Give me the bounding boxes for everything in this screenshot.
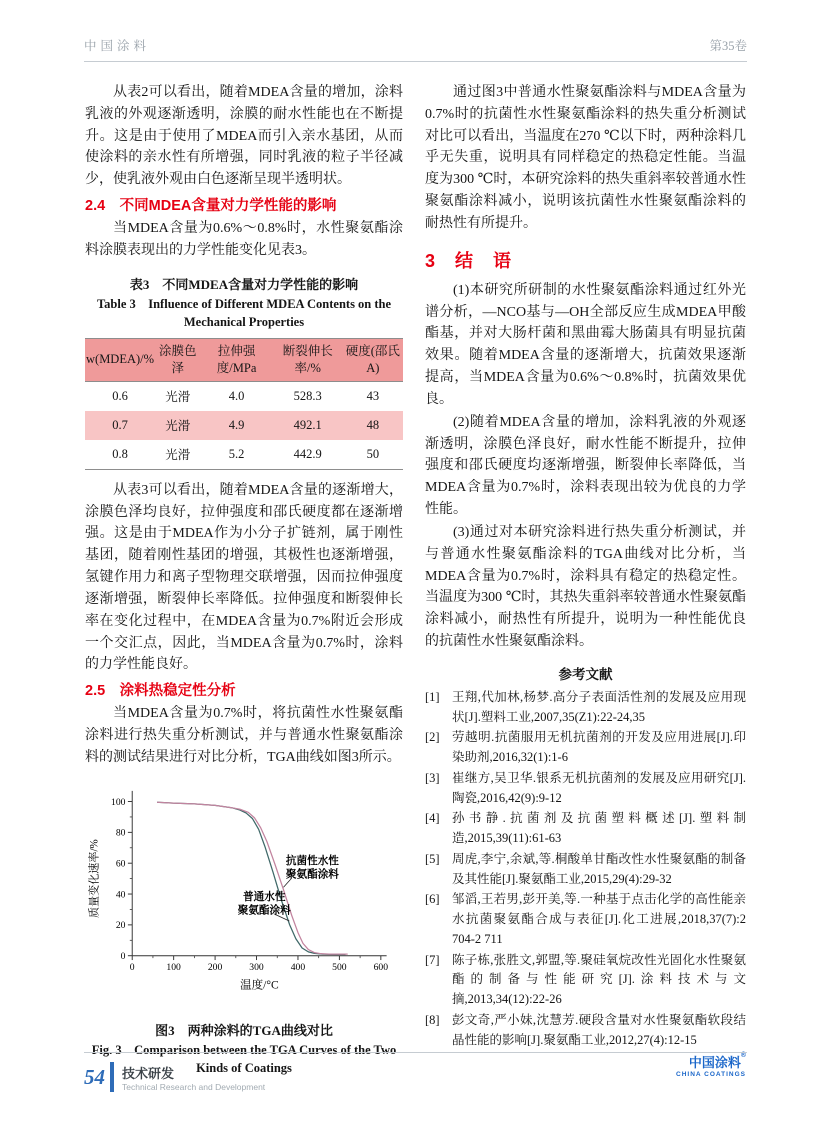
right-column (425, 82, 746, 1078)
x-tick-label: 600 (373, 961, 389, 973)
reference-number: [4] (425, 811, 440, 826)
page-header (84, 36, 747, 62)
reference-item (425, 1011, 746, 1051)
x-tick-label: 200 (207, 961, 223, 973)
logo-text-en: CHINA COATINGS (676, 1071, 746, 1079)
x-axis-label: 温度/°C (240, 978, 279, 992)
table-cell: 43 (366, 388, 380, 403)
x-tick-label: 300 (249, 961, 264, 973)
conclusion-1: (1)本研究所研制的水性聚氨酯涂料通过红外光谱分析，—NCO基与—OH全部反应生成MDEA甲酸酯基，并对大肠杆菌和黑曲霉大肠菌具有明显抗菌效果。随着MDEA含量的逐渐增大，抗菌效果逐渐提高，当MDEA含量为0.6%～0.8%时，抗菌效果优良。 (425, 282, 746, 407)
table-row (85, 381, 403, 411)
table3-caption-cn: 表3 不同MDEA含量对力学性能的影响 (129, 276, 359, 292)
logo-text-cn: 中国涂料® (688, 1052, 746, 1071)
footer-accent-bar (110, 1062, 114, 1092)
x-tick-label: 100 (166, 961, 181, 973)
reference-text: 周虎,李宁,余斌,等.桐酸单甘酯改性水性聚氨酯的制备及其性能[J].聚氨酯工业,2015,29(4):29-32 (452, 851, 746, 886)
left-column (85, 82, 403, 1077)
table-cell: 4.0 (228, 388, 245, 403)
x-tick-label: 400 (290, 961, 306, 973)
footer-divider (84, 1052, 747, 1053)
section-heading-3: 3 结 语 (425, 250, 513, 271)
publisher-logo (425, 1052, 746, 1078)
section-heading-2-4: 2.4 不同MDEA含量对力学性能的影响 (85, 198, 337, 215)
reference-number: [7] (425, 952, 440, 967)
table3-body (85, 381, 403, 469)
table-cell: 5.2 (228, 446, 245, 461)
curve-label: 聚氨酯涂料 (237, 905, 291, 917)
y-tick-label: 40 (115, 889, 126, 901)
paragraph: 当MDEA含量为0.6%～0.8%时，水性聚氨酯涂料涂膜表现出的力学性能变化见表3。 (85, 221, 403, 258)
table-cell: 0.6 (112, 388, 128, 403)
y-tick-label: 0 (120, 950, 126, 962)
footer-section-en: Technical Research and Development (122, 1081, 266, 1092)
reference-number: [2] (425, 730, 440, 745)
table-row (85, 440, 403, 470)
reference-item (425, 951, 746, 1010)
table-cell: 442.9 (293, 446, 322, 461)
paragraph: 从表2可以看出，随着MDEA含量的增加，涂料乳液的外观逐渐透明，涂膜的耐水性能也在不断提升。这是由于使用了MDEA而引入亲水基团，从而使涂料的亲水性有所增强，同时乳液的粒子半径减少，使乳液外观由白色逐渐呈现半透明状。 (85, 85, 403, 188)
table-cell: 光滑 (165, 390, 191, 405)
volume-label: 第35卷 (709, 39, 747, 53)
curve-label: 普通水性 (243, 891, 286, 903)
curve-label: 聚氨酯涂料 (285, 869, 339, 881)
table-header-cell: 硬度(邵氏A) (343, 339, 403, 382)
reference-item (425, 769, 746, 809)
table-row (85, 411, 403, 440)
figure3 (85, 779, 403, 1077)
table-header-cell: 断裂伸长率/% (273, 339, 343, 382)
references-title: 参考文献 (558, 666, 613, 682)
reference-text: 崔继方,吴卫华.银系无机抗菌剂的发展及应用研究[J].陶瓷,2016,42(9):9-12 (452, 770, 746, 805)
reference-item (425, 809, 746, 849)
paragraph: 当MDEA含量为0.7%时，将抗菌性水性聚氨酯涂料进行热失重分析测试，并与普通水性聚氨酯涂料的测试结果进行对比分析，TGA曲线如图3所示。 (85, 706, 403, 765)
journal-title: 中国涂料 (84, 39, 151, 53)
reference-item (425, 688, 746, 728)
page-number: 54 (84, 1064, 105, 1089)
y-tick-label: 80 (115, 827, 126, 839)
paragraph: 通过图3中普通水性聚氨酯涂料与MDEA含量为0.7%时的抗菌性水性聚氨酯涂料的热失重分析测试对比可以看出，当温度在270 ℃以下时，两种涂料几乎无失重，说明具有同样稳定的热稳定性能。当温度为300 ℃时，本研究涂料的热失重斜率较普通水性聚氨酯涂料减小，说明该抗菌性水性聚氨酯涂料的耐热性有所提升。 (425, 85, 746, 231)
paragraph: 从表3可以看出，随着MDEA含量的逐渐增大，涂膜色泽均良好，拉伸强度和邵氏硬度都在逐渐增强。这是由于MDEA作为小分子扩链剂，属于刚性基团，随着刚性基团的增强，其极性也逐渐增强，氢键作用力和离子型物理交联增强，因而拉伸强度逐渐增强，断裂伸长率降低。拉伸强度和断裂伸长率在变化过程中，在MDEA含量为0.7%附近会形成一个交汇点，因此，当MDEA含量为0.7%时，涂料的力学性能良好。 (85, 482, 403, 673)
reference-text: 劳越明.抗菌服用无机抗菌剂的开发及应用进展[J].印染助剂,2016,32(1):1-6 (452, 730, 746, 765)
reference-text: 邹滔,王若男,彭开美,等.一种基于点击化学的高性能亲水抗菌聚氨酯合成与表征[J].化工进展,2018,37(7):2 704-2 711 (452, 892, 746, 946)
table3 (85, 338, 403, 470)
table-cell: 528.3 (293, 388, 322, 403)
curve-label: 抗菌性水性 (285, 855, 339, 867)
reference-number: [1] (425, 689, 440, 704)
reference-text: 彭文奇,严小妹,沈慧芳.硬段含量对水性聚氨酯软段结晶性能的影响[J].聚氨酯工业,2012,27(4):12-15 (452, 1012, 746, 1047)
table3-header-row (85, 339, 403, 382)
reference-item (425, 728, 746, 768)
conclusion-3: (3)通过对本研究涂料进行热失重分析测试，并与普通水性聚氨酯涂料的TGA曲线对比分析，当MDEA含量为0.7%时，涂料具有稳定的热稳定性。当温度为300 ℃时，其热失重斜率较普通水性聚氨酯涂料减小，耐热性有所提升，说明为一种性能优良的抗菌性水性聚氨酯涂料。 (425, 524, 746, 650)
table3-caption-en: Table 3 Influence of Different MDEA Contents on the Mechanical Properties (96, 296, 392, 329)
tga-chart (85, 779, 403, 1011)
logo-mark: ® (740, 1052, 746, 1060)
table-cell: 0.7 (85, 411, 155, 440)
figure3-caption-cn: 图3 两种涂料的TGA曲线对比 (155, 1022, 333, 1038)
footer-section-cn: 技术研发 (122, 1065, 175, 1081)
table-header-cell: w(MDEA)/% (85, 339, 155, 382)
reference-item (425, 890, 746, 949)
y-tick-label: 20 (115, 919, 126, 931)
reference-number: [3] (425, 770, 440, 785)
reference-text: 孙书静.抗菌剂及抗菌塑料概述[J].塑料制造,2015,39(11):61-63 (452, 811, 746, 846)
table-header-cell: 涂膜色泽 (155, 339, 200, 382)
y-tick-label: 100 (111, 796, 126, 808)
figure3-caption-en: Fig. 3 Comparison between the TGA Curves of the Two Kinds of Coatings (91, 1042, 397, 1075)
table-header-cell: 拉伸强度/MPa (200, 339, 272, 382)
reference-text: 陈子栋,张胜文,郭盟,等.聚硅氧烷改性光固化水性聚氨酯的制备与性能研究[J].涂料技术与文摘,2013,34(12):22-26 (452, 952, 746, 1007)
reference-number: [5] (425, 851, 440, 866)
y-axis-label: 质量变化速率/% (88, 838, 101, 918)
table-cell: 492.1 (273, 411, 343, 440)
reference-number: [8] (425, 1012, 440, 1027)
y-tick-label: 60 (115, 858, 126, 870)
page-footer (84, 1062, 265, 1092)
reference-number: [6] (425, 892, 440, 907)
table-cell: 50 (366, 446, 380, 461)
table-cell: 4.9 (200, 411, 272, 440)
table-cell: 0.8 (112, 446, 128, 461)
reference-text: 王翔,代加林,杨梦.高分子表面活性剂的发展及应用现状[J].塑料工业,2007,35(Z1):22-24,35 (452, 689, 746, 724)
x-tick-label: 0 (129, 961, 135, 973)
x-tick-label: 500 (332, 961, 347, 973)
table-cell: 光滑 (165, 448, 191, 463)
reference-list (425, 688, 746, 1051)
conclusion-2: (2)随着MDEA含量的增加，涂料乳液的外观逐渐透明，涂膜色泽良好，耐水性能不断提升，拉伸强度和邵氏硬度均逐渐增强，断裂伸长率降低，当MDEA含量为0.7%时，涂料表现出较为优良的力学性能。 (425, 414, 746, 518)
section-heading-2-5: 2.5 涂料热稳定性分析 (85, 683, 236, 700)
table-cell: 光滑 (155, 411, 200, 440)
table-cell: 48 (343, 411, 403, 440)
reference-item (425, 850, 746, 890)
